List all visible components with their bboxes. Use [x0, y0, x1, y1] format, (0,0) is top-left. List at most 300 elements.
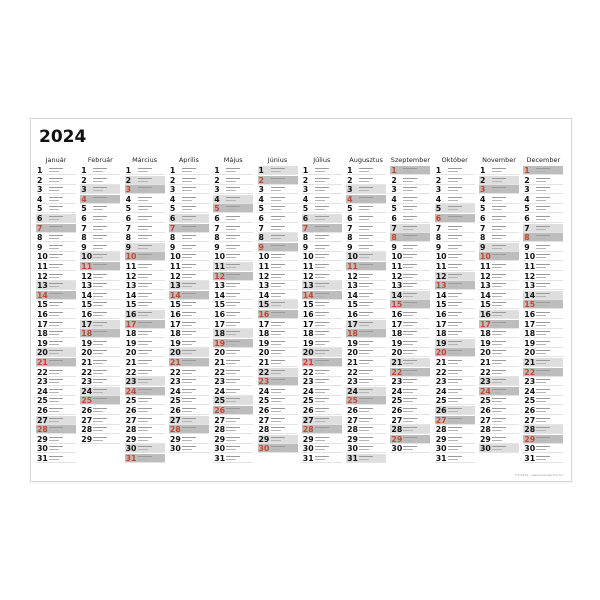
- day-cell: [346, 406, 386, 415]
- nameday-text: [182, 370, 196, 371]
- nameday-subtext: [182, 315, 192, 316]
- day-cell: [169, 358, 209, 367]
- nameday-text: [271, 446, 285, 447]
- day-number: 26: [214, 406, 226, 415]
- nameday-text: [182, 235, 196, 236]
- nameday-subtext: [536, 344, 546, 345]
- nameday-text: [536, 341, 550, 342]
- day-cell: [258, 272, 298, 281]
- nameday-text: [448, 274, 462, 275]
- nameday-text: [226, 245, 240, 246]
- day-number: 15: [524, 300, 536, 310]
- day-number: 31: [125, 454, 137, 463]
- nameday-subtext: [448, 334, 458, 335]
- nameday-text: [93, 350, 107, 351]
- nameday-subtext: [93, 286, 103, 287]
- day-cell: [258, 195, 298, 204]
- day-cell: [302, 358, 342, 367]
- nameday-subtext: [138, 411, 148, 412]
- nameday-subtext: [492, 392, 502, 393]
- nameday-subtext: [226, 440, 236, 441]
- day-cell: [169, 435, 209, 444]
- day-number: 18: [435, 329, 447, 339]
- day-cell: [479, 444, 519, 453]
- nameday-subtext: [271, 219, 281, 220]
- nameday-text: [403, 398, 417, 399]
- day-number: 6: [258, 214, 264, 223]
- day-number: 6: [524, 214, 530, 223]
- nameday-subtext: [315, 392, 325, 393]
- nameday-subtext: [403, 209, 413, 210]
- nameday-subtext: [138, 238, 148, 239]
- months-grid: [35, 155, 567, 467]
- nameday-subtext: [182, 200, 192, 201]
- day-number: 5: [302, 204, 309, 214]
- day-cell: [302, 387, 342, 396]
- nameday-subtext: [448, 238, 458, 239]
- day-cell: [523, 310, 563, 319]
- nameday-text: [448, 168, 462, 169]
- wall-calendar: [30, 118, 572, 482]
- day-number: 8: [37, 233, 43, 243]
- day-cell: [390, 252, 430, 261]
- nameday-text: [448, 264, 462, 265]
- nameday-text: [403, 206, 417, 207]
- nameday-subtext: [271, 325, 281, 326]
- day-number: 9: [37, 242, 43, 252]
- nameday-text: [536, 206, 550, 207]
- day-cell: [169, 310, 209, 319]
- day-cell: [80, 281, 120, 290]
- day-cell: [346, 252, 386, 261]
- nameday-text: [271, 226, 285, 227]
- nameday-subtext: [93, 353, 103, 354]
- nameday-text: [536, 283, 550, 284]
- day-cell: [346, 425, 386, 434]
- day-number: 25: [214, 396, 226, 406]
- nameday-text: [359, 437, 373, 438]
- nameday-subtext: [49, 219, 59, 220]
- day-number: 17: [258, 319, 270, 329]
- nameday-text: [359, 360, 373, 361]
- nameday-text: [138, 216, 152, 217]
- nameday-text: [182, 350, 196, 351]
- nameday-text: [182, 206, 196, 207]
- day-number: 12: [391, 271, 403, 281]
- nameday-subtext: [403, 363, 413, 364]
- day-cell: [390, 396, 430, 405]
- day-number: 19: [81, 338, 93, 348]
- day-number: 4: [81, 194, 87, 204]
- nameday-text: [138, 322, 152, 323]
- day-cell: [125, 444, 165, 453]
- nameday-text: [403, 350, 417, 351]
- day-number: 13: [347, 281, 358, 291]
- nameday-text: [226, 360, 240, 361]
- day-cell: [80, 339, 120, 348]
- day-number: 11: [480, 262, 491, 271]
- nameday-subtext: [182, 229, 192, 230]
- day-number: 13: [125, 281, 137, 291]
- day-cell: [523, 387, 563, 396]
- day-number: 7: [214, 223, 220, 233]
- day-cell: [125, 300, 165, 309]
- day-cell: [213, 300, 253, 309]
- day-number: 22: [391, 367, 403, 377]
- nameday-text: [403, 245, 417, 246]
- nameday-text: [403, 302, 417, 303]
- nameday-subtext: [403, 344, 413, 345]
- day-number: 16: [524, 310, 536, 319]
- nameday-subtext: [93, 248, 103, 249]
- nameday-text: [536, 274, 550, 275]
- nameday-subtext: [448, 353, 458, 354]
- day-number: 16: [169, 310, 181, 319]
- nameday-text: [182, 226, 196, 227]
- day-cell: [523, 176, 563, 185]
- day-number: 22: [480, 367, 491, 377]
- nameday-subtext: [93, 363, 103, 364]
- day-number: 28: [480, 425, 491, 435]
- day-number: 1: [214, 166, 220, 175]
- day-number: 16: [347, 310, 358, 319]
- month-name: Szeptember: [390, 156, 431, 164]
- day-cell: [479, 262, 519, 271]
- nameday-text: [359, 302, 373, 303]
- day-number: 2: [258, 175, 264, 185]
- day-cell: [346, 358, 386, 367]
- nameday-subtext: [93, 200, 103, 201]
- nameday-text: [403, 235, 417, 236]
- nameday-subtext: [138, 286, 148, 287]
- day-cell: [125, 243, 165, 252]
- day-cell: [479, 204, 519, 213]
- day-cell: [390, 348, 430, 357]
- day-cell: [435, 291, 475, 300]
- month-name: Január: [45, 156, 67, 164]
- nameday-text: [315, 235, 329, 236]
- nameday-text: [359, 283, 373, 284]
- day-number: 8: [258, 233, 264, 243]
- day-cell: [346, 310, 386, 319]
- day-cell: [125, 320, 165, 329]
- nameday-subtext: [403, 373, 413, 374]
- nameday-text: [536, 168, 550, 169]
- day-number: 26: [524, 406, 536, 415]
- month-name: Július: [313, 156, 331, 164]
- nameday-subtext: [271, 305, 281, 306]
- day-number: 3: [302, 185, 309, 195]
- day-cell: [346, 281, 386, 290]
- day-cell: [302, 368, 342, 377]
- nameday-subtext: [182, 277, 192, 278]
- nameday-text: [93, 197, 107, 198]
- day-number: 7: [435, 223, 442, 233]
- nameday-text: [359, 312, 373, 313]
- nameday-subtext: [138, 440, 148, 441]
- day-number: 17: [125, 319, 137, 329]
- day-number: 27: [214, 415, 226, 425]
- nameday-subtext: [49, 267, 59, 268]
- nameday-text: [315, 274, 329, 275]
- day-cell: [390, 262, 430, 271]
- nameday-subtext: [182, 209, 192, 210]
- nameday-text: [271, 235, 285, 236]
- nameday-text: [138, 437, 152, 438]
- day-cell: [390, 387, 430, 396]
- day-cell: [258, 396, 298, 405]
- day-number: 19: [169, 338, 181, 348]
- nameday-subtext: [536, 200, 546, 201]
- nameday-text: [49, 456, 63, 457]
- day-number: 11: [214, 262, 226, 271]
- day-number: 18: [524, 329, 536, 339]
- day-cell: [302, 454, 342, 463]
- nameday-text: [226, 168, 240, 169]
- nameday-subtext: [182, 267, 192, 268]
- day-cell: [523, 416, 563, 425]
- month-name: Március: [132, 156, 158, 164]
- nameday-text: [315, 379, 329, 380]
- day-cell: [125, 310, 165, 319]
- day-number: 29: [347, 434, 358, 444]
- nameday-text: [226, 437, 240, 438]
- nameday-subtext: [448, 219, 458, 220]
- day-number: 9: [480, 242, 486, 252]
- day-number: 25: [347, 396, 358, 406]
- day-number: 13: [169, 281, 181, 291]
- nameday-subtext: [448, 296, 458, 297]
- month-column: [478, 155, 520, 454]
- day-cell: [435, 320, 475, 329]
- day-number: 24: [480, 386, 491, 396]
- day-number: 10: [258, 252, 270, 262]
- nameday-subtext: [315, 334, 325, 335]
- day-number: 8: [435, 233, 442, 243]
- day-number: 23: [81, 377, 93, 387]
- day-number: 17: [302, 319, 314, 329]
- nameday-subtext: [226, 277, 236, 278]
- nameday-subtext: [536, 325, 546, 326]
- nameday-text: [315, 446, 329, 447]
- day-cell: [346, 454, 386, 463]
- nameday-subtext: [226, 353, 236, 354]
- day-cell: [213, 425, 253, 434]
- day-cell: [346, 416, 386, 425]
- day-number: 17: [435, 319, 447, 329]
- day-cell: [479, 396, 519, 405]
- nameday-subtext: [93, 305, 103, 306]
- day-number: 27: [391, 415, 403, 425]
- nameday-text: [359, 293, 373, 294]
- nameday-subtext: [492, 325, 502, 326]
- nameday-text: [138, 398, 152, 399]
- nameday-text: [226, 264, 240, 265]
- day-number: 30: [214, 444, 226, 454]
- day-number: 15: [391, 300, 403, 310]
- day-number: 19: [347, 338, 358, 348]
- nameday-text: [536, 264, 550, 265]
- nameday-subtext: [138, 382, 148, 383]
- nameday-subtext: [49, 238, 59, 239]
- day-cell: [390, 358, 430, 367]
- day-number: 27: [480, 415, 491, 425]
- day-number: 17: [347, 319, 358, 329]
- nameday-subtext: [448, 449, 458, 450]
- nameday-subtext: [182, 382, 192, 383]
- day-cell: [36, 358, 76, 367]
- day-number: 20: [391, 348, 403, 358]
- nameday-subtext: [492, 315, 502, 316]
- day-cell: [213, 377, 253, 386]
- nameday-text: [315, 331, 329, 332]
- day-number: 27: [37, 415, 48, 425]
- day-cell: [213, 262, 253, 271]
- nameday-text: [359, 168, 373, 169]
- nameday-subtext: [138, 363, 148, 364]
- nameday-text: [93, 264, 107, 265]
- day-cell: [435, 310, 475, 319]
- day-cell: [435, 396, 475, 405]
- nameday-subtext: [359, 353, 369, 354]
- nameday-subtext: [359, 238, 369, 239]
- nameday-subtext: [359, 229, 369, 230]
- nameday-text: [359, 398, 373, 399]
- nameday-subtext: [315, 382, 325, 383]
- nameday-subtext: [226, 181, 236, 182]
- nameday-text: [492, 379, 506, 380]
- day-cell: [213, 176, 253, 185]
- day-cell: [523, 214, 563, 223]
- nameday-subtext: [536, 382, 546, 383]
- day-cell: [479, 214, 519, 223]
- day-number: 13: [302, 281, 314, 291]
- day-number: 2: [391, 175, 397, 185]
- day-cell: [80, 252, 120, 261]
- day-number: 8: [480, 233, 486, 243]
- day-number: 16: [81, 310, 93, 319]
- nameday-subtext: [536, 449, 546, 450]
- nameday-text: [182, 274, 196, 275]
- nameday-subtext: [226, 411, 236, 412]
- nameday-text: [226, 312, 240, 313]
- nameday-text: [403, 197, 417, 198]
- day-number: 9: [391, 242, 397, 252]
- day-cell: [80, 195, 120, 204]
- day-number: 15: [169, 300, 181, 310]
- nameday-text: [93, 206, 107, 207]
- day-number: 31: [214, 454, 226, 463]
- day-cell: [213, 272, 253, 281]
- nameday-subtext: [271, 430, 281, 431]
- day-number: 19: [37, 338, 48, 348]
- day-number: 30: [125, 444, 137, 454]
- nameday-text: [271, 427, 285, 428]
- day-cell: [435, 176, 475, 185]
- day-number: 3: [169, 185, 176, 195]
- day-number: 2: [347, 175, 353, 185]
- day-number: 6: [391, 214, 397, 223]
- day-number: 7: [524, 223, 530, 233]
- nameday-text: [403, 293, 417, 294]
- day-number: 27: [347, 415, 358, 425]
- day-cell: [390, 329, 430, 338]
- nameday-text: [93, 379, 107, 380]
- nameday-text: [359, 456, 373, 457]
- day-number: 30: [391, 444, 403, 454]
- nameday-text: [226, 283, 240, 284]
- month-column: [168, 155, 210, 454]
- nameday-text: [138, 312, 152, 313]
- nameday-subtext: [359, 277, 369, 278]
- day-cell: [479, 377, 519, 386]
- nameday-subtext: [182, 181, 192, 182]
- nameday-subtext: [315, 277, 325, 278]
- nameday-subtext: [448, 392, 458, 393]
- nameday-subtext: [93, 373, 103, 374]
- nameday-subtext: [492, 286, 502, 287]
- nameday-subtext: [138, 315, 148, 316]
- nameday-text: [182, 437, 196, 438]
- nameday-text: [536, 322, 550, 323]
- day-cell: [213, 416, 253, 425]
- nameday-text: [403, 389, 417, 390]
- nameday-text: [315, 370, 329, 371]
- nameday-subtext: [315, 363, 325, 364]
- nameday-text: [271, 437, 285, 438]
- day-number: 14: [524, 290, 536, 300]
- nameday-subtext: [226, 373, 236, 374]
- day-number: 12: [524, 271, 536, 281]
- day-cell: [435, 368, 475, 377]
- day-number: 9: [347, 242, 353, 252]
- nameday-subtext: [403, 440, 413, 441]
- nameday-text: [138, 264, 152, 265]
- nameday-subtext: [93, 430, 103, 431]
- nameday-text: [492, 283, 506, 284]
- nameday-subtext: [492, 440, 502, 441]
- nameday-subtext: [359, 382, 369, 383]
- day-cell: [346, 300, 386, 309]
- nameday-text: [138, 197, 152, 198]
- day-number: 19: [258, 338, 270, 348]
- day-number: 14: [435, 290, 447, 300]
- day-cell: [36, 416, 76, 425]
- day-cell: [523, 348, 563, 357]
- day-number: 28: [37, 425, 48, 435]
- day-cell: [213, 396, 253, 405]
- nameday-subtext: [93, 421, 103, 422]
- day-number: 16: [37, 310, 48, 319]
- day-cell: [80, 233, 120, 242]
- nameday-subtext: [182, 392, 192, 393]
- nameday-subtext: [138, 296, 148, 297]
- day-cell: [435, 444, 475, 453]
- day-number: 9: [169, 242, 176, 252]
- day-cell: [36, 185, 76, 194]
- day-cell: [435, 435, 475, 444]
- day-number: 11: [37, 262, 48, 271]
- day-number: 4: [524, 194, 530, 204]
- day-number: 2: [524, 175, 530, 185]
- nameday-text: [315, 245, 329, 246]
- month-column: [35, 155, 77, 463]
- nameday-subtext: [448, 344, 458, 345]
- day-number: 2: [302, 175, 309, 185]
- day-cell: [213, 339, 253, 348]
- nameday-subtext: [93, 171, 103, 172]
- nameday-text: [315, 216, 329, 217]
